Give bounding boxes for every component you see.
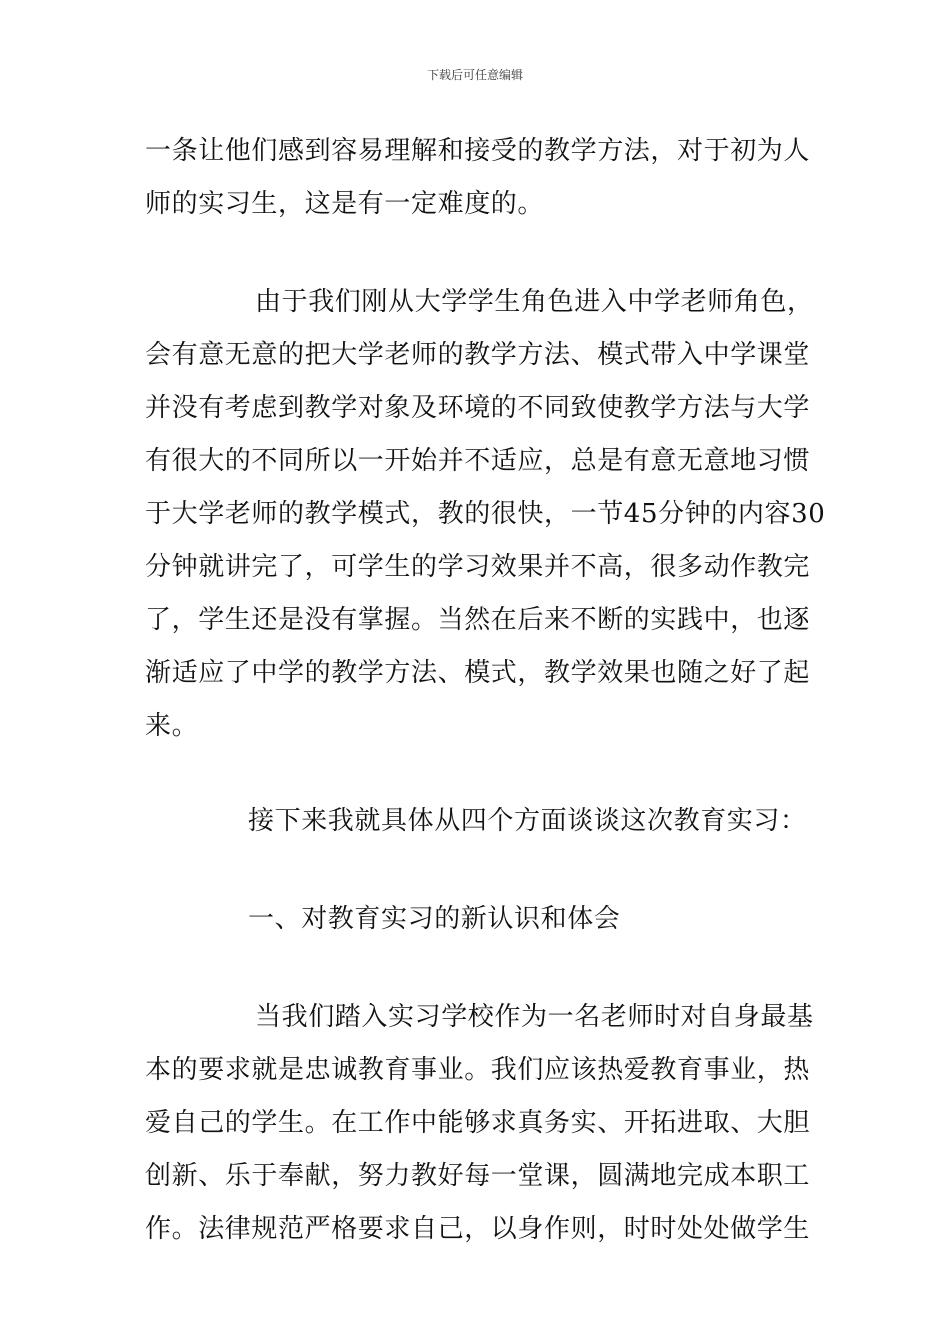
text-line: 有很大的不同所以一开始并不适应，总是有意无意地习惯: [145, 446, 811, 476]
text-line: 当我们踏入实习学校作为一名老师时对自身最基: [255, 1002, 814, 1032]
text-line: 于大学老师的教学模式，教的很快，一节45分钟的内容30: [145, 499, 826, 529]
text-line: 师的实习生，这是有一定难度的。: [145, 189, 545, 219]
text-line: 由于我们刚从大学学生角色进入中学老师角色，: [255, 287, 814, 317]
text-line: 本的要求就是忠诚教育事业。我们应该热爱教育事业，热: [145, 1055, 811, 1085]
text-line: 一条让他们感到容易理解和接受的教学方法，对于初为人: [145, 136, 811, 166]
text-line: 会有意无意的把大学老师的教学方法、模式带入中学课堂: [145, 340, 811, 370]
text-line: 爱自己的学生。在工作中能够求真务实、开拓进取、大胆: [145, 1108, 811, 1138]
text-line: 并没有考虑到教学对象及环境的不同致使教学方法与大学: [145, 393, 811, 423]
text-line: 创新、乐于奉献，努力教好每一堂课，圆满地完成本职工: [145, 1161, 811, 1191]
text-line: 接下来我就具体从四个方面谈谈这次教育实习：: [248, 806, 807, 836]
text-line: 了，学生还是没有掌握。当然在后来不断的实践中，也逐: [145, 605, 811, 635]
section-heading: 一、对教育实习的新认识和体会: [248, 904, 621, 934]
text-line: 来。: [145, 711, 199, 741]
text-line: 作。法律规范严格要求自己，以身作则，时时处处做学生: [145, 1214, 811, 1244]
page-header: 下载后可任意编辑: [426, 68, 523, 82]
text-line: 渐适应了中学的教学方法、模式，教学效果也随之好了起: [145, 658, 811, 688]
text-line: 分钟就讲完了，可学生的学习效果并不高，很多动作教完: [145, 552, 811, 582]
